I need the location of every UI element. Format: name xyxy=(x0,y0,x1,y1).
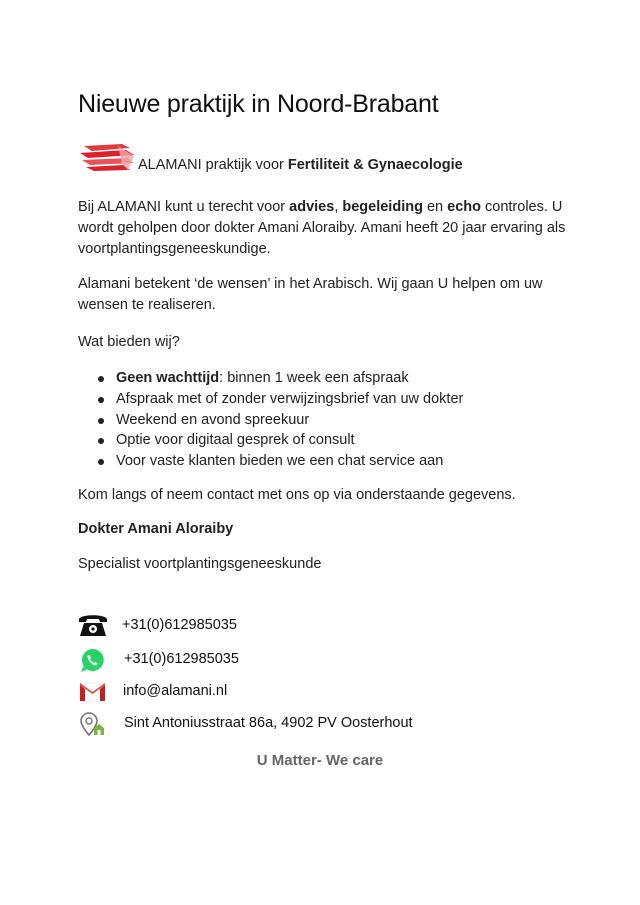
street-address[interactable]: Sint Antoniusstraat 86a, 4902 PV Oosterhout xyxy=(124,715,413,731)
intro-bold-begeleiding: begeleiding xyxy=(342,199,423,215)
brand-prefix: ALAMANI praktijk voor xyxy=(138,157,288,173)
brand-line xyxy=(78,142,578,178)
list-item: Weekend en avond spreekuur xyxy=(96,410,463,431)
offer-list xyxy=(96,368,463,472)
whatsapp-number[interactable]: +31(0)612985035 xyxy=(124,651,239,667)
intro-text-3: en xyxy=(422,199,448,215)
doctor-name: Dokter Amani Aloraiby xyxy=(78,521,234,537)
intro-text-2: , xyxy=(334,199,343,215)
list-item: Voor vaste klanten bieden we een chat service aan xyxy=(96,451,463,472)
page-title: Nieuwe praktijk in Noord-Brabant xyxy=(78,90,439,118)
intro-text-4: controles. U wordt geholpen door dokter Amani Aloraiby. Amani heeft 20 jaar ervaring als voortplantingsgeneeskundige. xyxy=(78,199,566,257)
list-item: Optie voor digitaal gesprek of consult xyxy=(96,430,463,451)
list-item: Afspraak met of zonder verwijzingsbrief van uw dokter xyxy=(96,389,463,410)
whatsapp-icon xyxy=(78,647,108,673)
contact-address xyxy=(78,711,578,737)
contact-invitation: Kom langs of neem contact met ons op via onderstaande gegevens. xyxy=(78,487,516,503)
contact-phone xyxy=(78,613,578,639)
email-address[interactable]: info@alamani.nl xyxy=(123,683,228,699)
location-home-icon xyxy=(78,711,108,737)
gmail-icon xyxy=(78,679,108,705)
offer-rest: : binnen 1 week een afspraak xyxy=(219,370,409,386)
intro-bold-echo: echo xyxy=(447,199,481,215)
intro-bold-advies: advies xyxy=(289,199,335,215)
intro-text-1: Bij ALAMANI kunt u terecht voor xyxy=(78,199,290,215)
offer-question: Wat bieden wij? xyxy=(78,334,180,350)
doctor-title: Specialist voortplantingsgeneeskunde xyxy=(78,556,322,572)
tagline: U Matter- We care xyxy=(256,752,384,769)
meaning-paragraph: Alamani betekent ‘de wensen’ in het Arabisch. Wij gaan U helpen om uw wensen te realiseren. xyxy=(78,276,543,313)
offer-bold: Geen wachttijd xyxy=(116,370,220,386)
phone-number[interactable]: +31(0)612985035 xyxy=(122,617,237,633)
intro-paragraph xyxy=(78,197,568,260)
telephone-icon xyxy=(78,613,108,639)
list-item xyxy=(96,368,463,389)
contact-email xyxy=(78,679,578,705)
contact-whatsapp xyxy=(78,647,578,673)
alamani-logo-icon xyxy=(78,142,136,178)
brand-specialty: Fertiliteit & Gynaecologie xyxy=(287,157,463,173)
